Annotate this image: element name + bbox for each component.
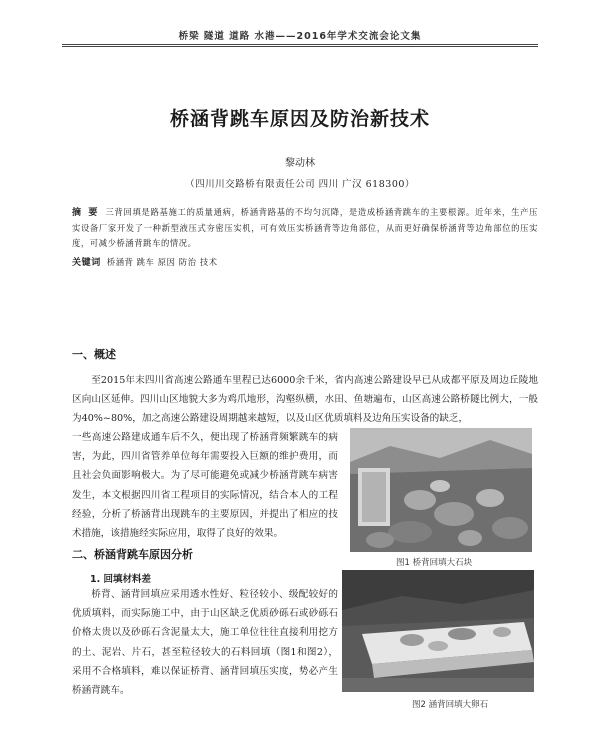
photo-cobble-backfill-icon — [342, 570, 534, 692]
abstract-text: 三背回填是路基施工的质量通病，桥涵背路基的不均匀沉降，是造成桥涵背跳车的主要根源。近年来，生产压实设备厂家开发了一种新型液压式夯密压实机，可有效压实桥涵背等边角部位，从而更好确保桥涵背等边角部位的压实度，可减少桥涵背跳车的情况。 — [72, 207, 538, 248]
abstract-label: 摘 要 — [72, 208, 100, 218]
keywords-text: 桥涵背 跳车 原因 防治 技术 — [106, 257, 218, 267]
keywords — [72, 255, 538, 268]
keywords-label: 关键词 — [72, 258, 101, 268]
figure-2-photo — [342, 570, 534, 692]
subsection-heading-backfill: 1. 回填材料差 — [90, 574, 152, 585]
section-heading-overview: 一、概述 — [72, 348, 116, 361]
author-affiliation: （四川川交路桥有限责任公司 四川 广汉 618300） — [185, 179, 415, 190]
figure-2-caption: 图2 涵背回填大卵石 — [412, 700, 489, 710]
overview-paragraph-continued: 一些高速公路建成通车后不久，便出现了桥涵背频繁跳车的病害，为此，四川省管养单位每年需要投入巨额的维护费用，而且社会负面影响极大。为了尽可能避免或减少桥涵背跳车病害发生，本文根据四川省工程项目的实际情况，结合本人的工程经验，分析了桥涵背出现跳车的主要原因，并提出了相应的技术措施，该措施经实际应用，取得了良好的效果。 — [72, 432, 338, 540]
running-header: 桥梁 隧道 道路 水港——2016年学术交流会论文集 — [178, 31, 422, 42]
backfill-paragraph: 桥背、涵背回填应采用透水性好、粒径较小、级配较好的优质填料，而实际施工中，由于山区缺乏优质砂砾石或砂砾石价格太贵以及砂砾石含泥量太大，施工单位往往直接利用挖方的土、泥岩、片石，甚至粒径较大的石料回填（图1和图2），采用不合格填料，难以保证桥背、涵背回填压实度，势必产生桥涵背跳车。 — [72, 589, 338, 697]
figure-1-caption: 图1 桥背回填大石块 — [396, 558, 473, 568]
author-name: 黎动林 — [285, 158, 315, 169]
header-rule-thin — [62, 46, 538, 47]
section-heading-cause-analysis: 二、桥涵背跳车原因分析 — [72, 548, 193, 561]
photo-rocky-backfill-icon — [350, 428, 532, 552]
abstract — [72, 205, 538, 251]
overview-paragraph: 至2015年末四川省高速公路通车里程已达6000余千米，省内高速公路建设早已从成都平原及周边丘陵地区向山区延伸。四川山区地貌大多为鸡爪地形，沟壑纵横，水田、鱼塘遍布，山区高速公路桥隧比例大，一般为40%~80%，加之高速公路建设周期越来越短，以及山区优质填料及边角压实设备的缺乏， — [72, 375, 538, 425]
paper-title: 桥涵背跳车原因及防治新技术 — [169, 108, 430, 130]
header-rule — [62, 44, 538, 45]
figure-1-photo — [350, 428, 532, 552]
